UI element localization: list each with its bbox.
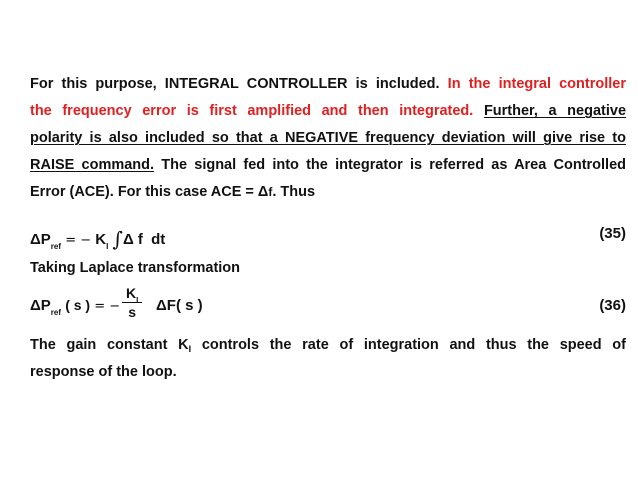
text-highlight-frequency-error: the frequency error is first amplified and then integrated. [30,103,474,119]
paragraph1-line1 [30,75,626,93]
paragraph2-line1 [30,336,626,355]
eq35-integral-sign: ∫ [112,227,123,251]
paragraph1-line4 [30,156,626,174]
text-gain-constant-label: The gain constant K [30,337,189,353]
text-controls-rate: controls the rate of integration and thus the speed of [201,337,626,353]
eq36-ref-subscript: ref [50,308,62,317]
eq35-delta-f: Δ f [122,231,143,248]
eq35-ref-subscript: ref [50,242,62,251]
eq36-equals-minus: = − [94,299,121,314]
text-ace-definition: Error (ACE). For this case ACE = [30,184,254,200]
eq35-delta-p: ΔP [30,231,51,248]
paragraph1-line3: polarity is also included so that a NEGATIVE frequency deviation will give rise to [30,130,626,146]
equation-number-36: (36) [599,297,626,314]
eq35-k: K [95,231,107,248]
eq36-numerator [122,285,142,303]
text-highlight-integral: In the integral controller [447,76,626,92]
eq36-fraction [122,285,142,320]
eq36-s-arg: ( s ) [65,297,91,313]
eq35-equals-minus: = − [65,233,92,248]
text-integral-controller-intro: For this purpose, INTEGRAL CONTROLLER is included. [30,76,440,92]
equation-35 [30,225,626,249]
eq36-num-subscript: I [136,296,139,305]
f-symbol: f [268,185,273,199]
delta-symbol: Δ [257,184,269,200]
paragraph1-line5 [30,183,626,201]
eq36-delta-F: ΔF( s ) [156,297,203,314]
text-gain-constant [30,337,191,353]
paragraph1-line2 [30,102,626,120]
equation-number-35: (35) [599,225,626,242]
eq36-num-k: K [126,285,137,301]
text-signal-fed: The signal fed into the integrator is referred as Area Controlled [161,157,627,173]
eq36-denominator: s [128,304,137,320]
equation-36 [30,287,626,327]
paragraph2-line2: response of the loop. [30,364,177,380]
text-underlined-negative: Further, a negative [483,103,627,119]
text-raise-command: RAISE command. [30,157,155,173]
eq35-dt: dt [151,231,166,248]
eq35-k-subscript: I [106,242,109,251]
eq36-delta-p: ΔP [30,297,51,314]
k-subscript: I [188,344,192,354]
laplace-heading: Taking Laplace transformation [30,260,241,276]
text-thus: . Thus [272,184,316,200]
